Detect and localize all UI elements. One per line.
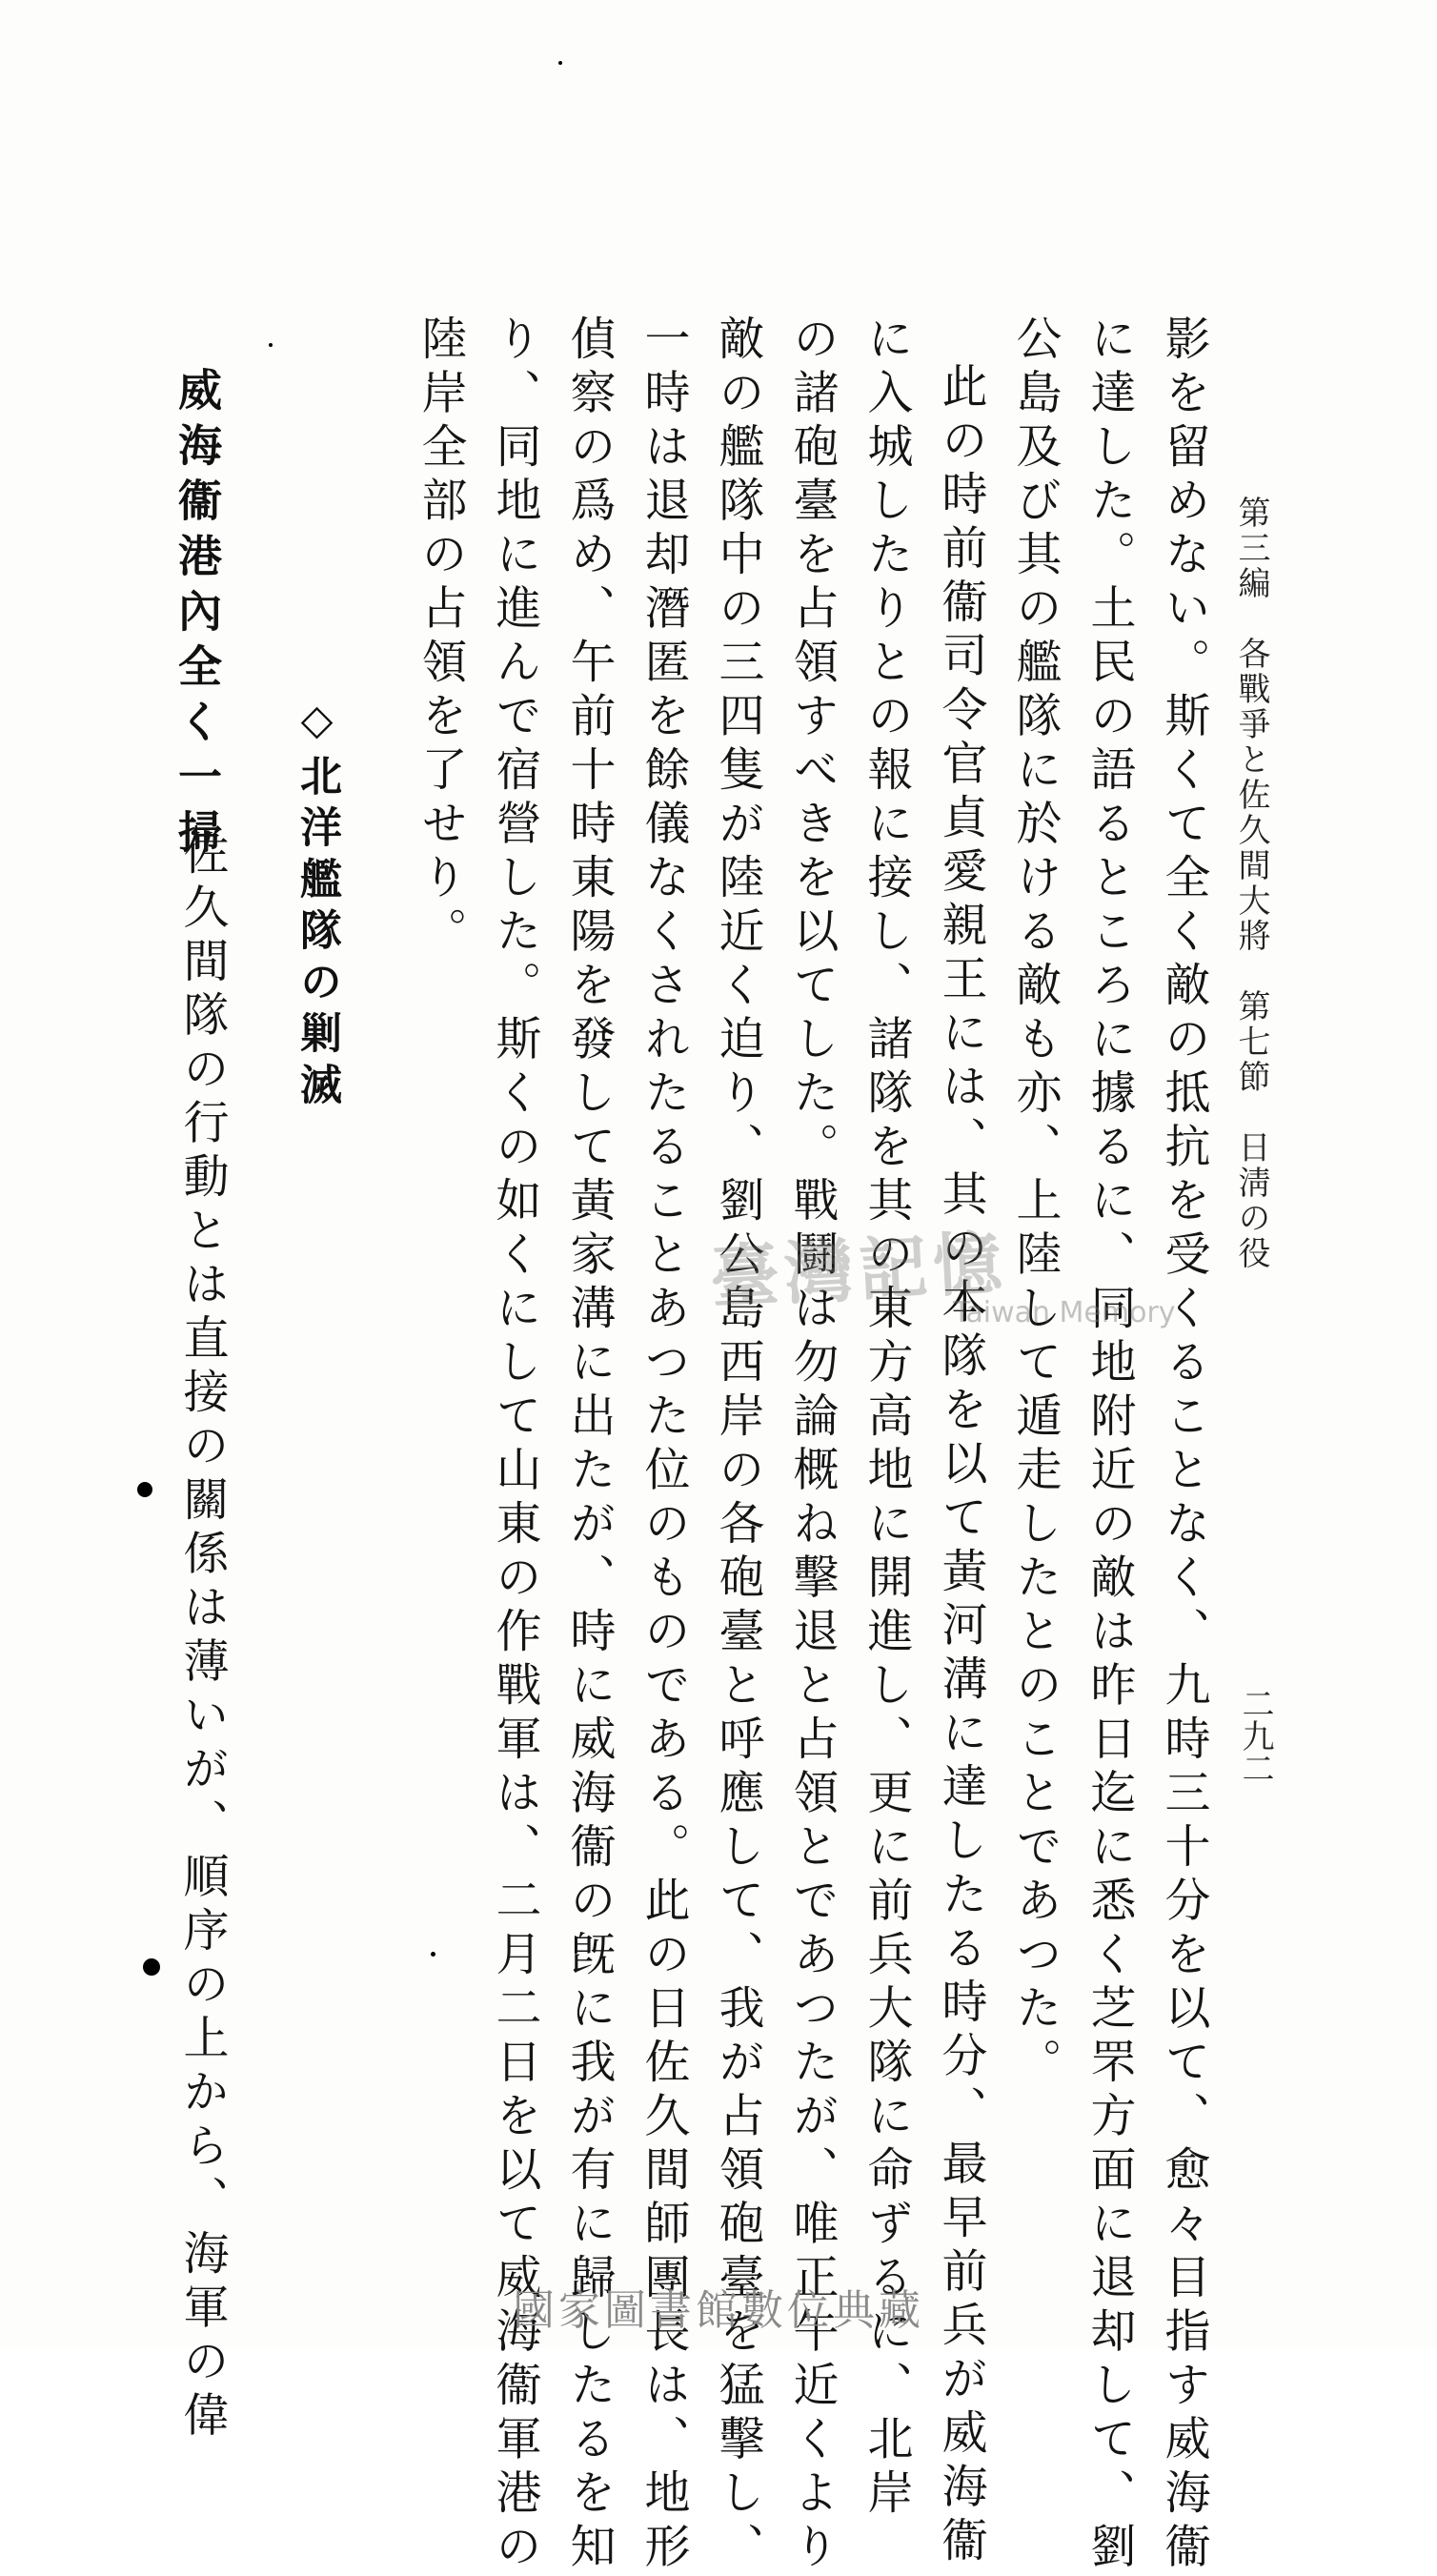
- ink-speck: [431, 1952, 435, 1957]
- ink-speck: [137, 1482, 152, 1497]
- body-line-5: に入城したりとの報に接し、諸隊を其の東方高地に開進し、更に前兵大隊に命ずるに、北岸: [860, 314, 913, 2523]
- watermark-logo-subtitle: Taiwan Memory: [953, 1296, 1176, 1329]
- ink-speck: [558, 61, 562, 65]
- body-line-8: 一時は退却潛匿を餘儀なくされたることあつた位のものである。此の日佐久間師團長は、地形: [637, 314, 690, 2576]
- body-line-6: の諸砲臺を占領すべきを以てした。戰鬪は勿論概ね擊退と占領とであつたが、唯正午近くより: [785, 314, 839, 2576]
- ink-speck: [143, 1958, 160, 1976]
- section-heading: ◇北洋艦隊の剿滅: [293, 696, 341, 1114]
- side-heading: 威海衞港內全く一掃: [172, 367, 223, 864]
- running-header: 第三編 各戰爭と佐久間大將 第七節 日淸の役: [1232, 496, 1270, 1271]
- ink-speck: [269, 343, 273, 347]
- body-line-3: 公島及び其の艦隊に於ける敵も亦、上陸して遁走したとのことであつた。: [1008, 314, 1062, 2092]
- body-line-9: 偵察の爲め、午前十時東陽を發して黃家溝に出たが、時に威海衞の旣に我が有に歸したるを知: [562, 314, 616, 2576]
- body-line-10: り、同地に進んで宿營した。斯くの如くにして山東の作戰軍は、二月二日を以て威海衞軍港の: [488, 314, 541, 2576]
- body-line-4: 此の時前衞司令官貞愛親王には、其の本隊を以て黃河溝に達したる時分、最早前兵が威海衞: [934, 362, 987, 2570]
- body-line-2: に達した。土民の語るところに據るに、同地附近の敵は昨日迄に悉く芝罘方面に退却して、劉: [1083, 314, 1136, 2576]
- side-text-line: 佐久間隊の行動とは直接の關係は薄いが、順序の上から、海軍の偉: [175, 829, 229, 2444]
- body-line-7: 敵の艦隊中の三四隻が陸近く迫り、劉公島西岸の各砲臺と呼應して、我が占領砲臺を猛擊し、: [711, 314, 764, 2576]
- body-line-11: 陸岸全部の占領を了せり。: [414, 314, 467, 961]
- footer-credit: 國家圖書館數位典藏: [513, 2286, 924, 2335]
- body-line-1: 影を留めない。斯くて全く敵の抵抗を受くることなく、九時三十分を以て、愈々目指す威海衞: [1157, 314, 1210, 2576]
- watermark-logo-text: 臺灣記憶: [708, 1221, 1010, 1319]
- page-number: 二九二: [1236, 1687, 1274, 1784]
